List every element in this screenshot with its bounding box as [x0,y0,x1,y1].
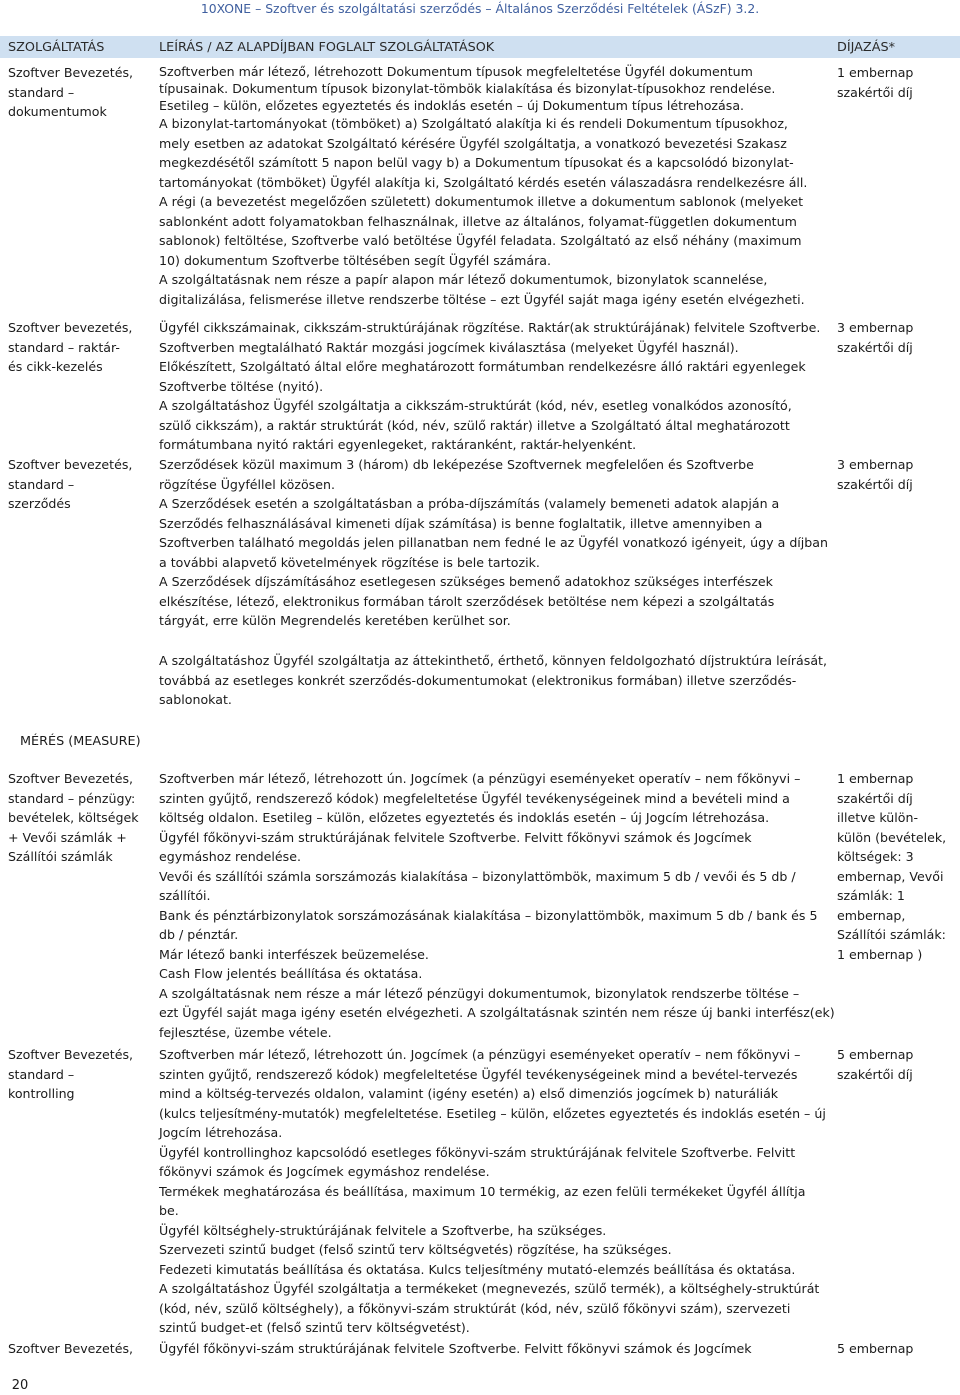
description-line: sablonok) feltöltése, Szoftverbe való betöltése Ügyfél feladata. Szolgáltató az első néhány (maximum [159,233,802,248]
description-line: szállítói. [159,888,211,903]
row-szerzodes-description [159,455,827,631]
service-line: standard – [8,1066,75,1082]
fee-line: 1 embernap [837,771,914,786]
fee-line: költségek: 3 [837,849,914,864]
row-penzugy-description [159,769,835,1042]
row-raktar-service [8,318,148,377]
service-line: dokumentumok [8,104,107,119]
description-line: Ügyfél főkönyvi-szám struktúrájának felvitele Szoftverbe. Felvitt főkönyvi számok és Jogcímek [159,829,752,845]
description-line: Termékek meghatározása és beállítása, maximum 10 termékig, az ezen felüli termékeket Ügyfél állítja [159,1183,806,1199]
description-line: Szoftverben már létező, létrehozott ún. Jogcímek (a pénzügyi eseményeket operatív – nem főkönyvi – [159,1047,801,1062]
service-line: standard – [8,476,75,492]
description-line: Vevői és szállítói számla sorszámozás kialakítása – bizonylattömbök, maximum 5 db / vevői és 5 db / [159,868,796,884]
fee-line: 5 embernap [837,1341,914,1356]
description-line: Esetileg – külön, előzetes egyeztetés és indoklás esetén – új Dokumentum típus létrehozása. [159,98,745,113]
note-line: A szolgáltatáshoz Ügyfél szolgáltatja az áttekinthető, érthető, könnyen feldolgozható díjstruktúra leírását, [159,653,827,668]
description-line: mind a költség-tervezés oldalon, valamint (igény esetén) a) első dimenziós jogcímek b) naturáliák [159,1086,779,1101]
description-line: Jogcím létrehozása. [159,1125,283,1140]
fee-line: embernap, Vevői [837,868,944,884]
description-line: rögzítése Ügyféllel közösen. [159,476,335,492]
fee-line: illetve külön- [837,810,919,825]
row-kontrolling-service [8,1045,148,1104]
description-line: megkezdésétől számított 5 napon belül vagy b) a Dokumentum típusokat és a kapcsolódó bizonylat- [159,155,794,170]
fee-line: 1 embernap [837,65,914,80]
description-line: Cash Flow jelentés beállítása és oktatása. [159,966,423,981]
service-line: standard – [8,84,75,100]
fee-line: szakértői díj [837,476,913,492]
row-raktar-description [159,318,827,455]
document-header-title: 10XONE – Szoftver és szolgáltatási szerződés – Általános Szerződési Feltételek (ÁSzF) 3.2. [200,1,760,16]
description-line: Szerződés felhasználásával kimeneti díjak számítása) is benne foglaltatik, illetve amennyiben a [159,515,763,531]
row-dokumentumok-description [159,63,827,309]
service-line: Szoftver Bevezetés, [8,1341,134,1356]
section-heading-measure: MÉRÉS (MEASURE) [20,734,141,749]
description-line: szülő cikkszám), a raktár struktúrát (kód, név, szülő raktár) illetve a Szolgáltató által meghatározott [159,417,790,433]
description-line: szinten gyűjtő, rendszerező kódok) megfeleltetése Ügyfél tevékenységeinek mind a bevételi mind a [159,790,790,806]
description-line: típusainak. Dokumentum típusok bizonylat-tömbök kialakítása és bizonylat-típusokhoz rendelése. [159,81,776,96]
service-line: Szoftver Bevezetés, [8,771,134,786]
service-line: Szállítói számlák [8,849,113,864]
description-line: ezt Ügyfél saját maga igény esetén elvégezheti. A szolgáltatásnak szintén nem része új banki interfész(ek) [159,1005,835,1020]
service-line: kontrolling [8,1086,75,1101]
description-line: formátumbana nyitó raktári egyenlegeket, raktáranként, raktár-helyenként. [159,437,637,452]
page-number: 20 [11,1378,29,1393]
fee-line: szakértői díj [837,1066,913,1082]
description-line: elkészítése, létező, elektronikus formában tárolt szerződések betöltése nem képezi a szolgáltatás [159,593,775,609]
row-penzugy-service [8,769,148,867]
row-dokumentumok-service [8,63,148,122]
row-partial-service [8,1339,148,1359]
service-line: Szoftver bevezetés, [8,320,133,335]
description-line: Szoftverben található megoldás jelen pillanatban nem fedné le az Ügyfél vonatkozó igényeit, úgy a díjban [159,535,828,550]
description-line: tartományokat (tömböket) Ügyfél alakítja ki, Szolgáltató kérdés esetén válaszadásra rendelkezésre áll. [159,174,808,190]
service-line: standard – raktár- [8,339,120,355]
row-dokumentumok-fee [837,63,957,102]
description-line: A szolgáltatáshoz Ügyfél szolgáltatja a termékeket (megnevezés, szülő termék), a költséghely-struktúrát [159,1281,820,1296]
description-line: Szoftverbe töltése (nyitó). [159,378,324,394]
description-line: digitalizálása, felismerése illetve rendszerbe töltése – ezt Ügyfél saját maga igény esetén elvégezheti. [159,291,805,307]
row-kontrolling-description [159,1045,827,1338]
description-line: (kulcs teljesítmény-mutatók) megfeleltetése. Esetileg – külön, előzetes egyeztetés és indoklás esetén – új [159,1105,826,1121]
description-line: Ügyfél cikkszámainak, cikkszám-struktúrájának rögzítése. Raktár(ak struktúrájának) felvitele Szoftverbe. [159,320,821,335]
row-raktar-fee [837,318,957,357]
row-partial-description [159,1339,827,1359]
fee-line: 1 embernap ) [837,946,923,962]
description-line: szintű budget-et (felső szintű terv költségvetést). [159,1320,470,1335]
description-line: tárgyát, erre külön Megrendelés keretében kerülhet sor. [159,613,511,628]
service-line: és cikk-kezelés [8,359,103,374]
description-line: Szervezeti szintű budget (felső szintű terv költségvetés) rögzítése, ha szükséges. [159,1242,672,1257]
description-line: A Szerződések esetén a szolgáltatásban a próba-díjszámítás (valamely bemeneti adatok alapján a [159,496,780,511]
description-line: A szolgáltatáshoz Ügyfél szolgáltatja a cikkszám-struktúrát (kód, név, esetleg vonalkódos azonosító, [159,398,792,413]
description-line: a további alapvető követelmények rögzítése is bele tartozik. [159,554,540,570]
description-line: Szoftverben már létező, létrehozott ún. Jogcímek (a pénzügyi eseményeket operatív – nem főkönyvi – [159,771,801,786]
description-line: fejlesztése, üzembe vétele. [159,1024,332,1040]
description-line: A bizonylat-tartományokat (tömböket) a) Szolgáltató alakítja ki és rendeli Dokumentum típusokhoz, [159,116,788,131]
fee-line: külön (bevételek, [837,829,947,845]
description-line: Fedezeti kimutatás beállítása és oktatása. Kulcs teljesítmény mutató-elemzés beállítása és oktatása. [159,1261,796,1277]
fee-line: embernap, [837,907,906,923]
fee-line: számlák: 1 [837,888,905,903]
fee-line: Szállítói számlák: [837,927,946,942]
description-line: egymáshoz rendelése. [159,849,301,864]
description-line: A szolgáltatásnak nem része a már létező pénzügyi dokumentumok, bizonylatok rendszerbe töltése – [159,985,800,1001]
fee-line: szakértői díj [837,84,913,100]
description-line: db / pénztár. [159,927,239,942]
description-line: A Szerződések díjszámításához esetlegesen szükséges bemenő adatokhoz szükséges interfészek [159,574,773,589]
service-line: Szoftver Bevezetés, [8,1047,134,1062]
description-line: A szolgáltatásnak nem része a papír alapon már létező dokumentumok, bizonylatok scannelése, [159,272,768,287]
row-szerzodes-fee [837,455,957,494]
column-header-description: LEÍRÁS / AZ ALAPDÍJBAN FOGLALT SZOLGÁLTATÁSOK [159,40,495,55]
service-line: Szoftver Bevezetés, [8,65,134,80]
description-line: Már létező banki interfészek beüzemelése. [159,946,429,962]
fee-line: 5 embernap [837,1047,914,1062]
service-line: + Vevői számlák + [8,829,127,845]
fee-line: szakértői díj [837,339,913,355]
description-line: Bank és pénztárbizonylatok sorszámozásának kialakítása – bizonylattömbök, maximum 5 db / bank és 5 [159,907,818,923]
description-line: Ügyfél kontrollinghoz kapcsolódó esetleges főkönyvi-szám struktúrájának felvitele Szoftverbe. Felvitt [159,1144,796,1160]
fee-line: 3 embernap [837,457,914,472]
fee-line: 3 embernap [837,320,914,335]
description-line: Ügyfél költséghely-struktúrájának felvitele a Szoftverbe, ha szükséges. [159,1222,607,1238]
column-header-fee: DÍJAZÁS* [837,40,895,55]
description-line: Szoftverben megtalálható Raktár mozgási jogcímek kiválasztása (melyeket Ügyfél használ). [159,339,739,355]
description-line: szinten gyűjtő, rendszerező kódok) megfeleltetése Ügyfél tevékenységeinek mind a bevétel-tervezés [159,1066,798,1082]
service-line: Szoftver bevezetés, [8,457,133,472]
service-line: standard – pénzügy: [8,790,136,806]
description-line: (kód, név, szülő költséghely), a főkönyvi-szám struktúrát (kód, név, szülő főkönyvi szám), szervezeti [159,1300,791,1316]
contract-note [159,651,827,710]
note-line: továbbá az esetleges konkrét szerződés-dokumentumokat (elektronikus formában) illetve szerződés- [159,672,797,688]
service-line: szerződés [8,496,71,511]
description-line: be. [159,1203,179,1218]
description-line: költség oldalon. Esetileg – külön, előzetes egyeztetés és indoklás esetén – új Jogcím létrehozása. [159,810,770,825]
description-line: sablonként adott folyamatokban felhasználnak, illetve az általános, folyamat-független dokumentum [159,213,797,229]
row-szerzodes-service [8,455,148,514]
description-line: Szerződések közül maximum 3 (három) db leképezése Szoftvernek megfelelően és Szoftverbe [159,457,754,472]
fee-line: szakértői díj [837,790,913,806]
note-line: sablonokat. [159,692,232,707]
row-penzugy-fee [837,769,957,964]
description-line: főkönyvi számok és Jogcímek egymáshoz rendelése. [159,1164,490,1179]
row-partial-fee [837,1339,957,1359]
description-line: A régi (a bevezetést megelőzően született) dokumentumok illetve a dokumentum sablonok (melyeket [159,194,804,209]
description-line: mely esetben az adatokat Szolgáltató kérésére Ügyfél szolgáltatja, a vonatkozó bevezetési Szakasz [159,135,787,151]
description-line: Előkészített, Szolgáltató által előre meghatározott formátumban rendelkezésre álló raktári egyenlegek [159,359,806,374]
description-line: Ügyfél főkönyvi-szám struktúrájának felvitele Szoftverbe. Felvitt főkönyvi számok és Jogcímek [159,1341,752,1356]
description-line: 10) dokumentum Szoftverbe töltésében segít Ügyfél számára. [159,252,552,268]
row-kontrolling-fee [837,1045,957,1084]
description-line: Szoftverben már létező, létrehozott Dokumentum típusok megfeleltetése Ügyfél dokumentum [159,64,753,79]
service-line: bevételek, költségek [8,810,139,825]
column-header-service: SZOLGÁLTATÁS [8,40,105,55]
